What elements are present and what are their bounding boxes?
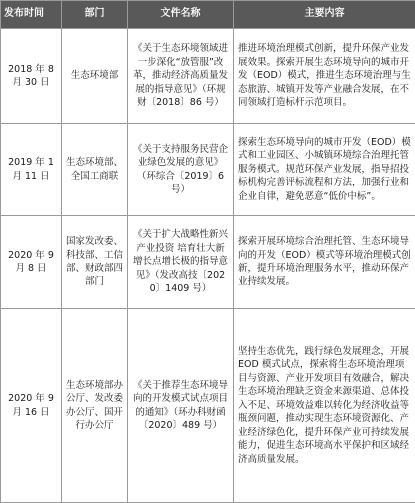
table-row [1, 216, 415, 309]
cell-dept: 生态环境部办公厅、发改委办公厅、国开行办公厅 [62, 309, 128, 503]
table-row [1, 29, 415, 124]
cell-dept: 生态环境部、全国工商联 [62, 124, 128, 216]
cell-content: 探索生态环境导向的城市开发（EOD）模式和工业园区、小城镇环境综合治理托管服务模式。规范环保产业发展，指导招投标机构完善评标流程和方法，加强行业和企业自律，避免恶意“低价中标”。 [234, 124, 415, 216]
table-row [1, 309, 415, 503]
cell-date: 2020 年 9 月 8 日 [1, 216, 62, 309]
cell-dept: 国家发改委、科技部、工信部、财政部四部门 [62, 216, 128, 309]
table-row [1, 124, 415, 216]
cell-doc: 《关于推荐生态环境导向的开发模式试点项目的通知》（环办科财函〔2020〕489 号） [128, 309, 234, 503]
header-dept: 部门 [62, 1, 128, 29]
cell-doc: 《关于扩大战略性新兴产业投资 培育壮大新增长点增长极的指导意见》（发改高技〔2020〕1409 号） [128, 216, 234, 309]
cell-date: 2020 年 9 月 16 日 [1, 309, 62, 503]
header-date: 发布时间 [1, 1, 62, 29]
header-content: 主要内容 [234, 1, 415, 29]
cell-date: 2018 年 8 月 30 日 [1, 29, 62, 124]
table-header-row [1, 1, 415, 29]
header-doc: 文件名称 [128, 1, 234, 29]
cell-content: 坚持生态优先，践行绿色发展理念，开展 EOD 模式试点，探索将生态环境治理项目与资源、产业开发项目有效融合，解决生态环境治理缺乏资金来源渠道、总体投入不足、环境效益难以转化为经济收益等瓶颈问题，推动实现生态环境资源化、产业经济绿色化，提升环保产业可持续发展能力，促进生态环境高水平保护和区域经济高质量发展。 [234, 309, 415, 503]
cell-content: 推进环境治理模式创新，提升环保产业发展效果。探索开展生态环境导向的城市开发（EOD）模式，推进生态环境治理与生态旅游、城镇开发等产业融合发展，在不同领域打造标杆示范项目。 [234, 29, 415, 124]
cell-content: 探索开展环境综合治理托管、生态环境导向的开发（EOD）模式等环境治理模式创新，提升环境治理服务水平，推动环保产业持续发展。 [234, 216, 415, 309]
cell-date: 2019 年 1 月 11 日 [1, 124, 62, 216]
cell-dept: 生态环境部 [62, 29, 128, 124]
cell-doc: 《关于生态环境领域进一步深化“放管服”改革，推动经济高质量发展的指导意见》（环规财〔2018〕86 号） [128, 29, 234, 124]
cell-doc: 《关于支持服务民营企业绿色发展的意见》（环综合〔2019〕6 号） [128, 124, 234, 216]
